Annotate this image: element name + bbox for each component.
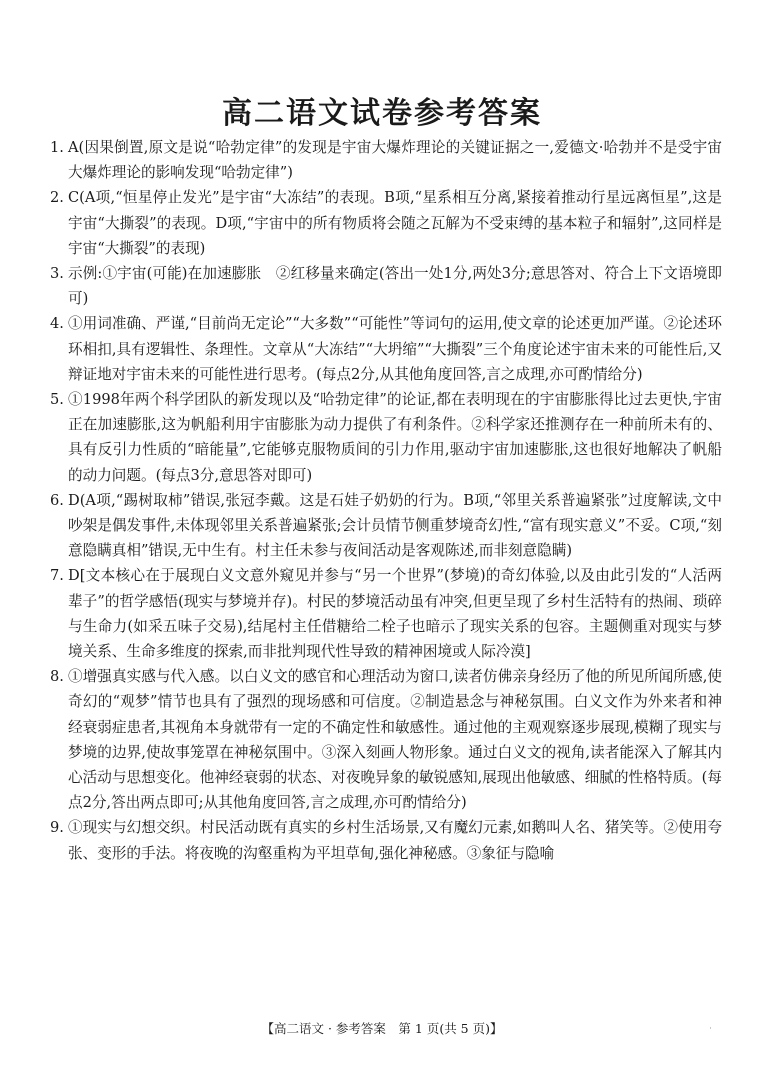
- page-title: 高二语文试卷参考答案: [222, 96, 542, 132]
- answer-item-8: [50, 664, 722, 815]
- answer-list: [50, 135, 722, 866]
- answer-item-9: [50, 815, 722, 865]
- answer-item-3: [50, 261, 722, 311]
- answer-number: 2.: [50, 189, 64, 207]
- answer-number: 6.: [50, 491, 64, 509]
- answer-text: ①增强真实感与代入感。以白义文的感官和心理活动为窗口,读者仿佛亲身经历了他的所见所闻所感,使奇幻的“观梦”情节也具有了强烈的现场感和可信度。②制造悬念与神秘氛围。白义文作为外来者和神经衰弱症患者,其视角本身就带有一定的不确定性和敏感性。通过他的主观观察逐步展现,模糊了现实与梦境的边界,使故事笼罩在神秘氛围中。③深入刻画人物形象。通过白义文的视角,读者能深入了解其内心活动与思想变化。他神经衰弱的状态、对夜晚异象的敏锐感知,展现出他敏感、细腻的性格特质。(每点2分,答出两点即可;从其他角度回答,言之成理,亦可酌情给分): [68, 668, 722, 812]
- answer-text: ①现实与幻想交织。村民活动既有真实的乡村生活场景,又有魔幻元素,如鹅叫人名、猪笑等。②使用夸张、变形的手法。将夜晚的沟壑重构为平坦草甸,强化神秘感。③象征与隐喻: [68, 819, 722, 862]
- answer-item-1: [50, 135, 722, 185]
- answer-text: 示例:①宇宙(可能)在加速膨胀 ②红移量来确定(答出一处1分,两处3分;意思答对、符合上下文语境即可): [68, 265, 722, 308]
- answer-item-6: [50, 488, 722, 564]
- answer-number: 5.: [50, 391, 64, 409]
- answer-number: 7.: [50, 567, 64, 585]
- answer-number: 3.: [50, 265, 64, 283]
- answer-text: D(A项,“踢树取柿”错误,张冠李戴。这是石娃子奶奶的行为。B项,“邻里关系普遍紧张”过度解读,文中吵架是偶发事件,未体现邻里关系普遍紧张;会计员情节侧重梦境奇幻性,“富有现实意义”不妥。C项,“刻意隐瞒真相”错误,无中生有。村主任未参与夜间活动是客观陈述,而非刻意隐瞒): [68, 491, 722, 560]
- answer-number: 4.: [50, 315, 64, 333]
- answer-text: C(A项,“恒星停止发光”是宇宙“大冻结”的表现。B项,“星系相互分离,紧接着推动行星远离恒星”,这是宇宙“大撕裂”的表现。D项,“宇宙中的所有物质将会随之瓦解为不受束缚的基本粒子和辐射”,这同样是宇宙“大撕裂”的表现): [68, 189, 722, 257]
- answer-item-2: [50, 185, 722, 261]
- answer-item-7: [50, 563, 722, 664]
- answer-text: ①1998年两个科学团队的新发现以及“哈勃定律”的论证,都在表明现在的宇宙膨胀得比过去更快,宇宙正在加速膨胀,这为帆船利用宇宙膨胀为动力提供了有利条件。②科学家还推测存在一种前所未有的、具有反引力性质的“暗能量”,它能够克服物质间的引力作用,驱动宇宙加速膨胀,这也很好地解决了帆船的动力问题。(每点3分,意思答对即可): [68, 391, 722, 484]
- corner-mark: ·: [709, 1024, 712, 1034]
- answer-item-5: [50, 387, 722, 488]
- answer-text: ①用词准确、严谨,“目前尚无定论”“大多数”“可能性”等词句的运用,使文章的论述更加严谨。②论述环环相扣,具有逻辑性、条理性。文章从“大冻结”“大坍缩”“大撕裂”三个角度论述宇宙未来的可能性后,又辩证地对宇宙未来的可能性进行思考。(每点2分,从其他角度回答,言之成理,亦可酌情给分): [68, 315, 722, 383]
- answer-number: 8.: [50, 668, 64, 686]
- answer-text: A(因果倒置,原文是说“哈勃定律”的发现是宇宙大爆炸理论的关键证据之一,爱德文·哈勃并不是受宇宙大爆炸理论的影响发现“哈勃定律”): [68, 139, 722, 182]
- page-footer: 【高二语文 · 参考答案 第 1 页(共 5 页)】: [261, 1021, 503, 1036]
- answer-text: D[文本核心在于展现白义文意外窥见并参与“另一个世界”(梦境)的奇幻体验,以及由此引发的“人活两辈子”的哲学感悟(现实与梦境并存)。村民的梦境活动虽有冲突,但更呈现了乡村生活特有的热闹、琐碎与生命力(如采五味子交易),结尾村主任借糖给二栓子也暗示了现实关系的包容。主题侧重对现实与梦境关系、生命多维度的探索,而非批判现代性导致的精神困境或人际冷漠]: [68, 567, 722, 661]
- answer-number: 1.: [50, 139, 64, 156]
- answer-item-4: [50, 311, 722, 387]
- answer-number: 9.: [50, 819, 64, 837]
